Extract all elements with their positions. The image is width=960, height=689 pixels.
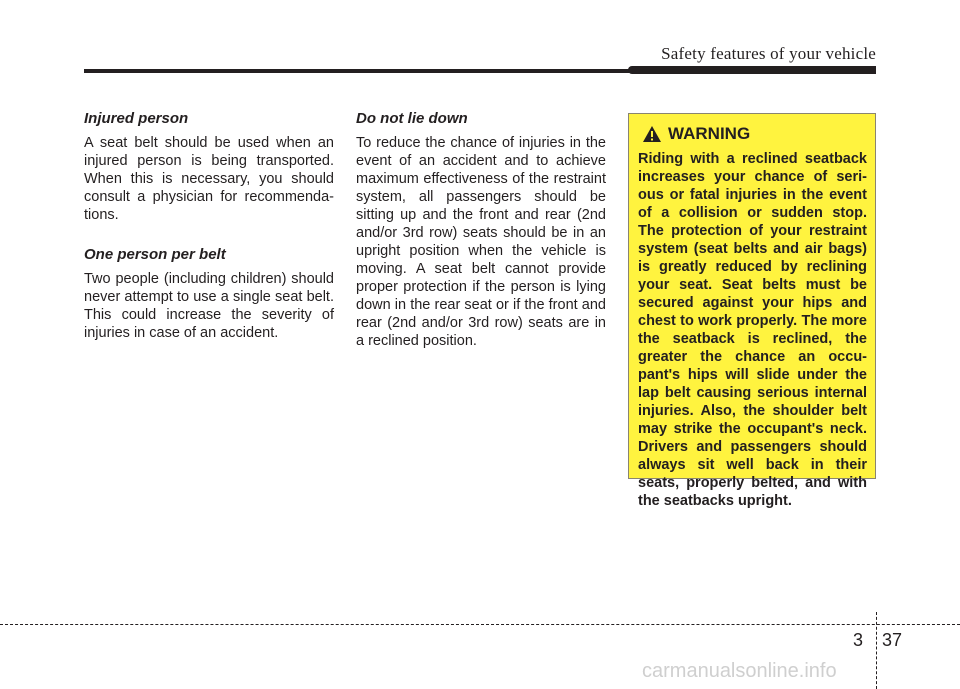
section-body: Two people (including children) should never attempt to use a single seat belt. This could increase the severity of injuries in case of an accident. (84, 271, 334, 341)
watermark: carmanualsonline.info (642, 660, 837, 682)
section-one-person-per-belt (84, 246, 334, 342)
left-column (84, 110, 334, 364)
middle-column (356, 110, 606, 372)
section-do-not-lie-down (356, 110, 606, 350)
warning-header (638, 124, 867, 144)
section-body: To reduce the chance of injuries in the event of an accident and to achieve maximum effectiveness of the restraint system, all passengers should be sitting up and the front and rear (2nd and/or 3rd row) seats should be in an upright position when the vehicle is moving. A seat belt cannot provide proper protection if the person is lying down in the rear seat or if the front and rear (2nd and/or 3rd row) seats are in a reclined position. (356, 135, 606, 349)
footer-rule (0, 624, 960, 625)
footer-divider (876, 612, 877, 689)
section-heading: Injured person (84, 110, 189, 127)
warning-box (628, 113, 876, 509)
page-number: 37 (882, 630, 903, 650)
page-chapter: 3 (853, 630, 864, 650)
section-body: A seat belt should be used when an injured person is being transported. When this is necessary, you should consult a physician for recommenda-tions. (84, 135, 334, 223)
header-rule-accent (628, 66, 876, 74)
section-injured-person (84, 110, 334, 224)
section-heading: Do not lie down (356, 110, 468, 127)
header-title: Safety features of your vehicle (661, 44, 876, 63)
warning-triangle-icon (642, 125, 662, 143)
warning-title: WARNING (668, 124, 751, 143)
section-heading: One person per belt (84, 246, 226, 263)
warning-text: Riding with a reclined seatback increases your chance of seri-ous or fatal injuries in the event of a collision or sudden stop. The protection of your restraint system (seat belts and air bags) is greatly reduced by reclining your seat. Seat belts must be secured against your hips and chest to work properly. The more the seatback is reclined, the greater the chance an occu-pant's hips will slide under the lap belt causing serious internal injuries. Also, the shoulder belt may strike the occupant's neck. Drivers and passengers should always sit well back in their seats, properly belted, and with the seatbacks upright. (638, 151, 867, 509)
